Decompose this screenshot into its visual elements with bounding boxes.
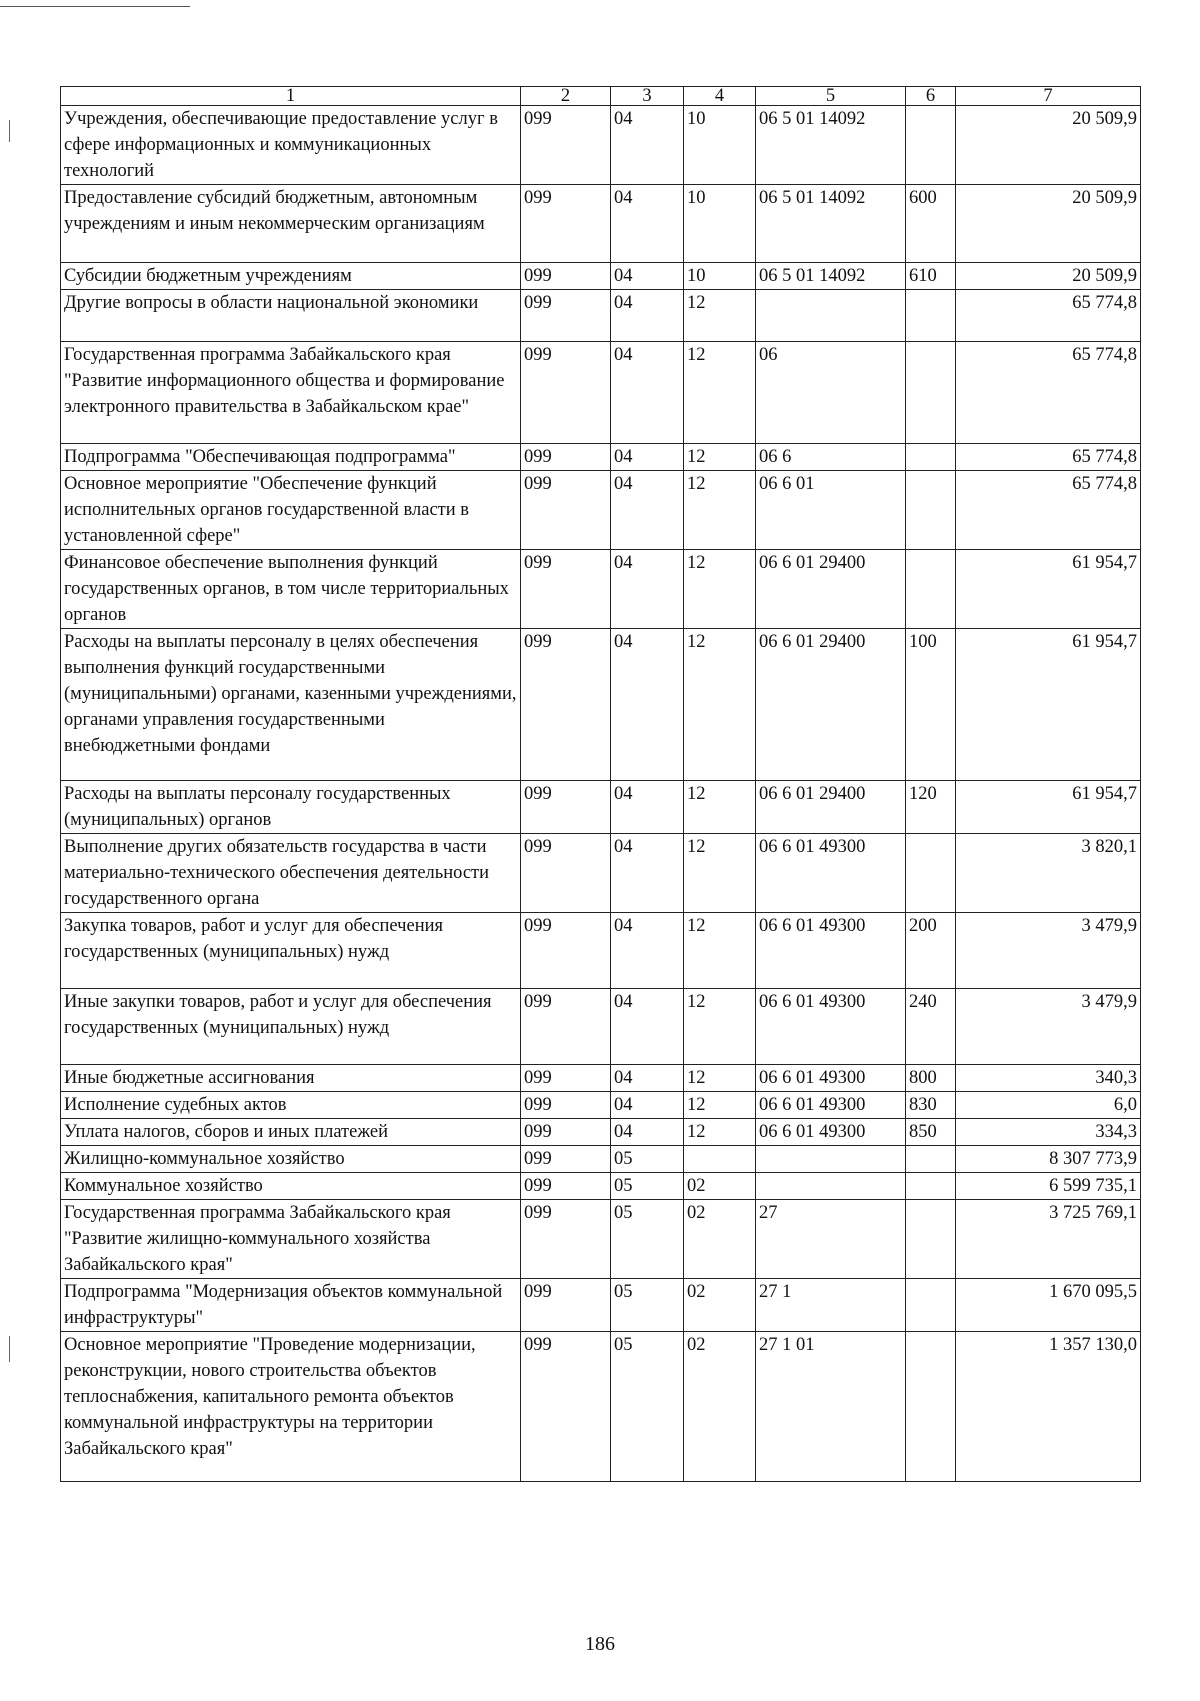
target-article-cell: 06 6 [756,444,906,471]
ministry-code-cell: 099 [521,1332,611,1482]
subsection-code-cell: 12 [684,913,756,989]
target-article-cell: 27 1 [756,1279,906,1332]
amount-cell: 3 820,1 [956,834,1141,913]
item-name-cell: Выполнение других обязательств государства в части материально-технического обеспечения деятельности государственного органа [61,834,521,913]
table-row [61,913,1141,989]
item-name-cell: Иные закупки товаров, работ и услуг для обеспечения государственных (муниципальных) нужд [61,989,521,1065]
ministry-code-cell: 099 [521,1092,611,1119]
item-name-cell: Государственная программа Забайкальского края "Развитие информационного общества и формирование электронного правительства в Забайкальском крае" [61,342,521,444]
table-row [61,1332,1141,1482]
amount-cell: 340,3 [956,1065,1141,1092]
expense-type-cell [906,1200,956,1279]
ministry-code-cell: 099 [521,550,611,629]
section-code-cell: 04 [611,550,684,629]
item-name-cell: Основное мероприятие "Обеспечение функций исполнительных органов государственной власти в установленной сфере" [61,471,521,550]
amount-cell: 61 954,7 [956,781,1141,834]
section-code-cell: 04 [611,263,684,290]
target-article-cell [756,1173,906,1200]
section-code-cell: 04 [611,834,684,913]
amount-cell: 20 509,9 [956,263,1141,290]
ministry-code-cell: 099 [521,1146,611,1173]
item-name-cell: Подпрограмма "Модернизация объектов коммунальной инфраструктуры" [61,1279,521,1332]
subsection-code-cell: 02 [684,1332,756,1482]
target-article-cell: 06 6 01 49300 [756,1065,906,1092]
target-article-cell: 06 6 01 49300 [756,834,906,913]
amount-cell: 65 774,8 [956,444,1141,471]
target-article-cell: 06 6 01 49300 [756,1092,906,1119]
section-code-cell: 05 [611,1200,684,1279]
item-name-cell: Исполнение судебных актов [61,1092,521,1119]
column-header: 4 [684,87,756,106]
table-row [61,1173,1141,1200]
expense-type-cell: 800 [906,1065,956,1092]
table-row [61,342,1141,444]
target-article-cell: 06 6 01 29400 [756,781,906,834]
item-name-cell: Подпрограмма "Обеспечивающая подпрограмма" [61,444,521,471]
target-article-cell: 06 6 01 49300 [756,913,906,989]
amount-cell: 8 307 773,9 [956,1146,1141,1173]
target-article-cell: 27 [756,1200,906,1279]
expense-type-cell: 240 [906,989,956,1065]
section-code-cell: 04 [611,781,684,834]
expense-type-cell: 610 [906,263,956,290]
expense-type-cell: 830 [906,1092,956,1119]
scan-margin-mark [9,120,10,142]
amount-cell: 61 954,7 [956,550,1141,629]
section-code-cell: 04 [611,913,684,989]
subsection-code-cell: 10 [684,263,756,290]
subsection-code-cell: 12 [684,550,756,629]
expense-type-cell [906,342,956,444]
subsection-code-cell: 12 [684,290,756,342]
item-name-cell: Расходы на выплаты персоналу в целях обеспечения выполнения функций государственными (муниципальными) органами, казенными учреждениями, органами управления государственными внебюджетными фондами [61,629,521,781]
ministry-code-cell: 099 [521,1200,611,1279]
target-article-cell: 06 5 01 14092 [756,106,906,185]
item-name-cell: Уплата налогов, сборов и иных платежей [61,1119,521,1146]
item-name-cell: Иные бюджетные ассигнования [61,1065,521,1092]
column-header: 5 [756,87,906,106]
ministry-code-cell: 099 [521,629,611,781]
subsection-code-cell: 02 [684,1200,756,1279]
column-header: 3 [611,87,684,106]
ministry-code-cell: 099 [521,185,611,263]
target-article-cell: 06 6 01 29400 [756,550,906,629]
subsection-code-cell [684,1146,756,1173]
table-row [61,629,1141,781]
table-row [61,1065,1141,1092]
scan-margin-mark [9,1336,10,1362]
item-name-cell: Закупка товаров, работ и услуг для обеспечения государственных (муниципальных) нужд [61,913,521,989]
section-code-cell: 05 [611,1279,684,1332]
amount-cell: 3 479,9 [956,989,1141,1065]
expense-type-cell [906,1173,956,1200]
table-row [61,1119,1141,1146]
ministry-code-cell: 099 [521,444,611,471]
expense-type-cell: 200 [906,913,956,989]
subsection-code-cell: 10 [684,106,756,185]
table-row [61,1279,1141,1332]
amount-cell: 65 774,8 [956,471,1141,550]
section-code-cell: 04 [611,342,684,444]
table-row [61,290,1141,342]
table-row [61,1146,1141,1173]
amount-cell: 61 954,7 [956,629,1141,781]
section-code-cell: 05 [611,1332,684,1482]
ministry-code-cell: 099 [521,989,611,1065]
section-code-cell: 04 [611,1119,684,1146]
target-article-cell: 06 5 01 14092 [756,263,906,290]
table-row [61,185,1141,263]
expense-type-cell [906,1279,956,1332]
ministry-code-cell: 099 [521,471,611,550]
column-header: 1 [61,87,521,106]
item-name-cell: Другие вопросы в области национальной экономики [61,290,521,342]
ministry-code-cell: 099 [521,342,611,444]
item-name-cell: Основное мероприятие "Проведение модернизации, реконструкции, нового строительства объектов теплоснабжения, капитального ремонта объектов коммунальной инфраструктуры на территории Забайкальского края" [61,1332,521,1482]
item-name-cell: Учреждения, обеспечивающие предоставление услуг в сфере информационных и коммуникационных технологий [61,106,521,185]
target-article-cell: 06 6 01 49300 [756,989,906,1065]
table-row [61,781,1141,834]
amount-cell: 65 774,8 [956,290,1141,342]
expense-type-cell [906,1332,956,1482]
item-name-cell: Расходы на выплаты персоналу государственных (муниципальных) органов [61,781,521,834]
expense-type-cell [906,550,956,629]
ministry-code-cell: 099 [521,106,611,185]
target-article-cell: 06 6 01 49300 [756,1119,906,1146]
target-article-cell: 06 6 01 [756,471,906,550]
expense-type-cell: 850 [906,1119,956,1146]
table-row [61,444,1141,471]
column-header: 7 [956,87,1141,106]
section-code-cell: 04 [611,1065,684,1092]
expense-type-cell: 100 [906,629,956,781]
table-row [61,834,1141,913]
section-code-cell: 04 [611,444,684,471]
expense-type-cell: 600 [906,185,956,263]
column-header: 2 [521,87,611,106]
item-name-cell: Субсидии бюджетным учреждениям [61,263,521,290]
table-row [61,550,1141,629]
ministry-code-cell: 099 [521,1173,611,1200]
target-article-cell: 06 6 01 29400 [756,629,906,781]
subsection-code-cell: 10 [684,185,756,263]
expense-type-cell [906,471,956,550]
ministry-code-cell: 099 [521,1279,611,1332]
table-row [61,989,1141,1065]
item-name-cell: Государственная программа Забайкальского края "Развитие жилищно-коммунального хозяйства Забайкальского края" [61,1200,521,1279]
table-row [61,471,1141,550]
amount-cell: 334,3 [956,1119,1141,1146]
subsection-code-cell: 12 [684,834,756,913]
subsection-code-cell: 12 [684,1119,756,1146]
subsection-code-cell: 02 [684,1173,756,1200]
subsection-code-cell: 12 [684,1092,756,1119]
table-row [61,106,1141,185]
ministry-code-cell: 099 [521,781,611,834]
item-name-cell: Предоставление субсидий бюджетным, автономным учреждениям и иным некоммерческим организациям [61,185,521,263]
section-code-cell: 05 [611,1173,684,1200]
subsection-code-cell: 12 [684,444,756,471]
ministry-code-cell: 099 [521,263,611,290]
section-code-cell: 04 [611,106,684,185]
section-code-cell: 04 [611,185,684,263]
subsection-code-cell: 12 [684,629,756,781]
expense-type-cell [906,834,956,913]
amount-cell: 3 725 769,1 [956,1200,1141,1279]
subsection-code-cell: 12 [684,1065,756,1092]
expense-type-cell [906,290,956,342]
table-row [61,263,1141,290]
item-name-cell: Коммунальное хозяйство [61,1173,521,1200]
item-name-cell: Жилищно-коммунальное хозяйство [61,1146,521,1173]
ministry-code-cell: 099 [521,1119,611,1146]
subsection-code-cell: 12 [684,342,756,444]
subsection-code-cell: 12 [684,989,756,1065]
page-number: 186 [585,1633,615,1655]
target-article-cell: 06 [756,342,906,444]
expense-type-cell [906,106,956,185]
target-article-cell: 06 5 01 14092 [756,185,906,263]
amount-cell: 20 509,9 [956,185,1141,263]
expense-type-cell: 120 [906,781,956,834]
amount-cell: 1 670 095,5 [956,1279,1141,1332]
header-row [61,87,1141,106]
top-rule [0,6,190,7]
item-name-cell: Финансовое обеспечение выполнения функций государственных органов, в том числе территориальных органов [61,550,521,629]
section-code-cell: 04 [611,290,684,342]
target-article-cell [756,290,906,342]
column-header: 6 [906,87,956,106]
subsection-code-cell: 12 [684,471,756,550]
subsection-code-cell: 12 [684,781,756,834]
target-article-cell: 27 1 01 [756,1332,906,1482]
budget-table [60,86,1141,1482]
amount-cell: 3 479,9 [956,913,1141,989]
table-row [61,1200,1141,1279]
section-code-cell: 04 [611,1092,684,1119]
section-code-cell: 04 [611,629,684,781]
table-row [61,1092,1141,1119]
amount-cell: 6 599 735,1 [956,1173,1141,1200]
ministry-code-cell: 099 [521,913,611,989]
section-code-cell: 05 [611,1146,684,1173]
ministry-code-cell: 099 [521,290,611,342]
section-code-cell: 04 [611,471,684,550]
section-code-cell: 04 [611,989,684,1065]
amount-cell: 65 774,8 [956,342,1141,444]
expense-type-cell [906,444,956,471]
amount-cell: 6,0 [956,1092,1141,1119]
subsection-code-cell: 02 [684,1279,756,1332]
target-article-cell [756,1146,906,1173]
amount-cell: 1 357 130,0 [956,1332,1141,1482]
ministry-code-cell: 099 [521,834,611,913]
ministry-code-cell: 099 [521,1065,611,1092]
amount-cell: 20 509,9 [956,106,1141,185]
expense-type-cell [906,1146,956,1173]
